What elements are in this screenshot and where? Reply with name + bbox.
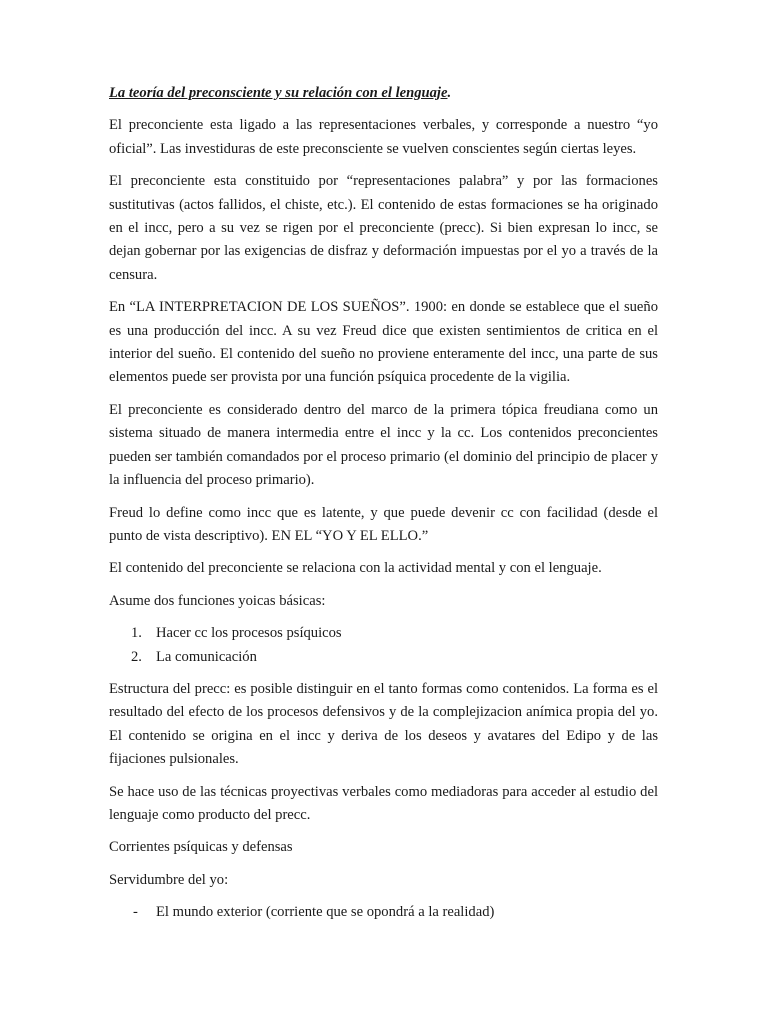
- list-item-text: La comunicación: [156, 648, 257, 665]
- title-text: La teoría del preconsciente y su relación con el lenguaje: [109, 85, 448, 101]
- numbered-list: [109, 622, 658, 669]
- paragraph-freud-define: Freud lo define como incc que es latente, y que puede devenir cc con facilidad (desde el punto de vista descriptivo). EN EL “YO Y EL ELLO.”: [109, 504, 658, 544]
- list-item: [109, 622, 658, 645]
- list-number: 2.: [131, 648, 142, 665]
- paragraph-funciones-yoicas: Asume dos funciones yoicas básicas:: [109, 592, 326, 609]
- paragraph-interpretacion-suenos: En “LA INTERPRETACION DE LOS SUEÑOS”. 1900: en donde se establece que el sueño es una producción del incc. A su vez Freud dice que existen sentimientos de critica en el interior del sueño. El contenido del sueño no proviene enteramente del incc, una parte de sus elementos puede ser provista por una función psíquica procedente de la vigilia.: [109, 299, 658, 386]
- paragraph-corrientes-psiquicas: Corrientes psíquicas y defensas: [109, 839, 293, 856]
- list-item-text: Hacer cc los procesos psíquicos: [156, 625, 342, 642]
- paragraph-primera-topica: El preconciente es considerado dentro del marco de la primera tópica freudiana como un sistema situado de manera intermedia entre el incc y la cc. Los contenidos preconcientes pueden ser también comandados por el proceso primario (el dominio del principio de placer y la influencia del proceso primario).: [109, 401, 658, 489]
- paragraph-contenido-preconciente: El contenido del preconciente se relaciona con la actividad mental y con el lenguaje.: [109, 560, 602, 577]
- list-item: [109, 901, 658, 924]
- list-dash: -: [133, 904, 138, 921]
- paragraph-preconciente-ligado: El preconciente esta ligado a las representaciones verbales, y corresponde a nuestro “yo oficial”. Las investiduras de este preconsciente se vuelven conscientes según ciertas leyes.: [109, 117, 658, 157]
- document-body: [109, 82, 658, 934]
- title-period: .: [447, 85, 452, 101]
- list-item: [109, 646, 658, 669]
- dash-list: [109, 901, 658, 924]
- list-item-text: El mundo exterior (corriente que se opondrá a la realidad): [156, 904, 495, 921]
- paragraph-tecnicas-proyectivas: Se hace uso de las técnicas proyectivas verbales como mediadoras para acceder al estudio del lenguaje como producto del precc.: [109, 783, 658, 823]
- paragraph-preconciente-constituido: El preconciente esta constituido por “representaciones palabra” y por las formaciones sustitutivas (actos fallidos, el chiste, etc.). El contenido de estas formaciones se ha originado en el incc, pero a su vez se rigen por el preconciente (precc). Si bien expresan lo incc, se dejan gobernar por las exigencias de disfraz y deformación impuestas por el yo a través de la censura.: [109, 173, 658, 283]
- document-title: [109, 82, 658, 105]
- paragraph-servidumbre-yo: Servidumbre del yo:: [109, 871, 229, 888]
- list-number: 1.: [131, 625, 142, 642]
- paragraph-estructura-precc: Estructura del precc: es posible distinguir en el tanto formas como contenidos. La forma es el resultado del efecto de los procesos defensivos y de la complejizacion anímica propia del yo. El contenido se origina en el incc y deriva de los deseos y avatares del Edipo y de las fijaciones pulsionales.: [109, 680, 658, 768]
